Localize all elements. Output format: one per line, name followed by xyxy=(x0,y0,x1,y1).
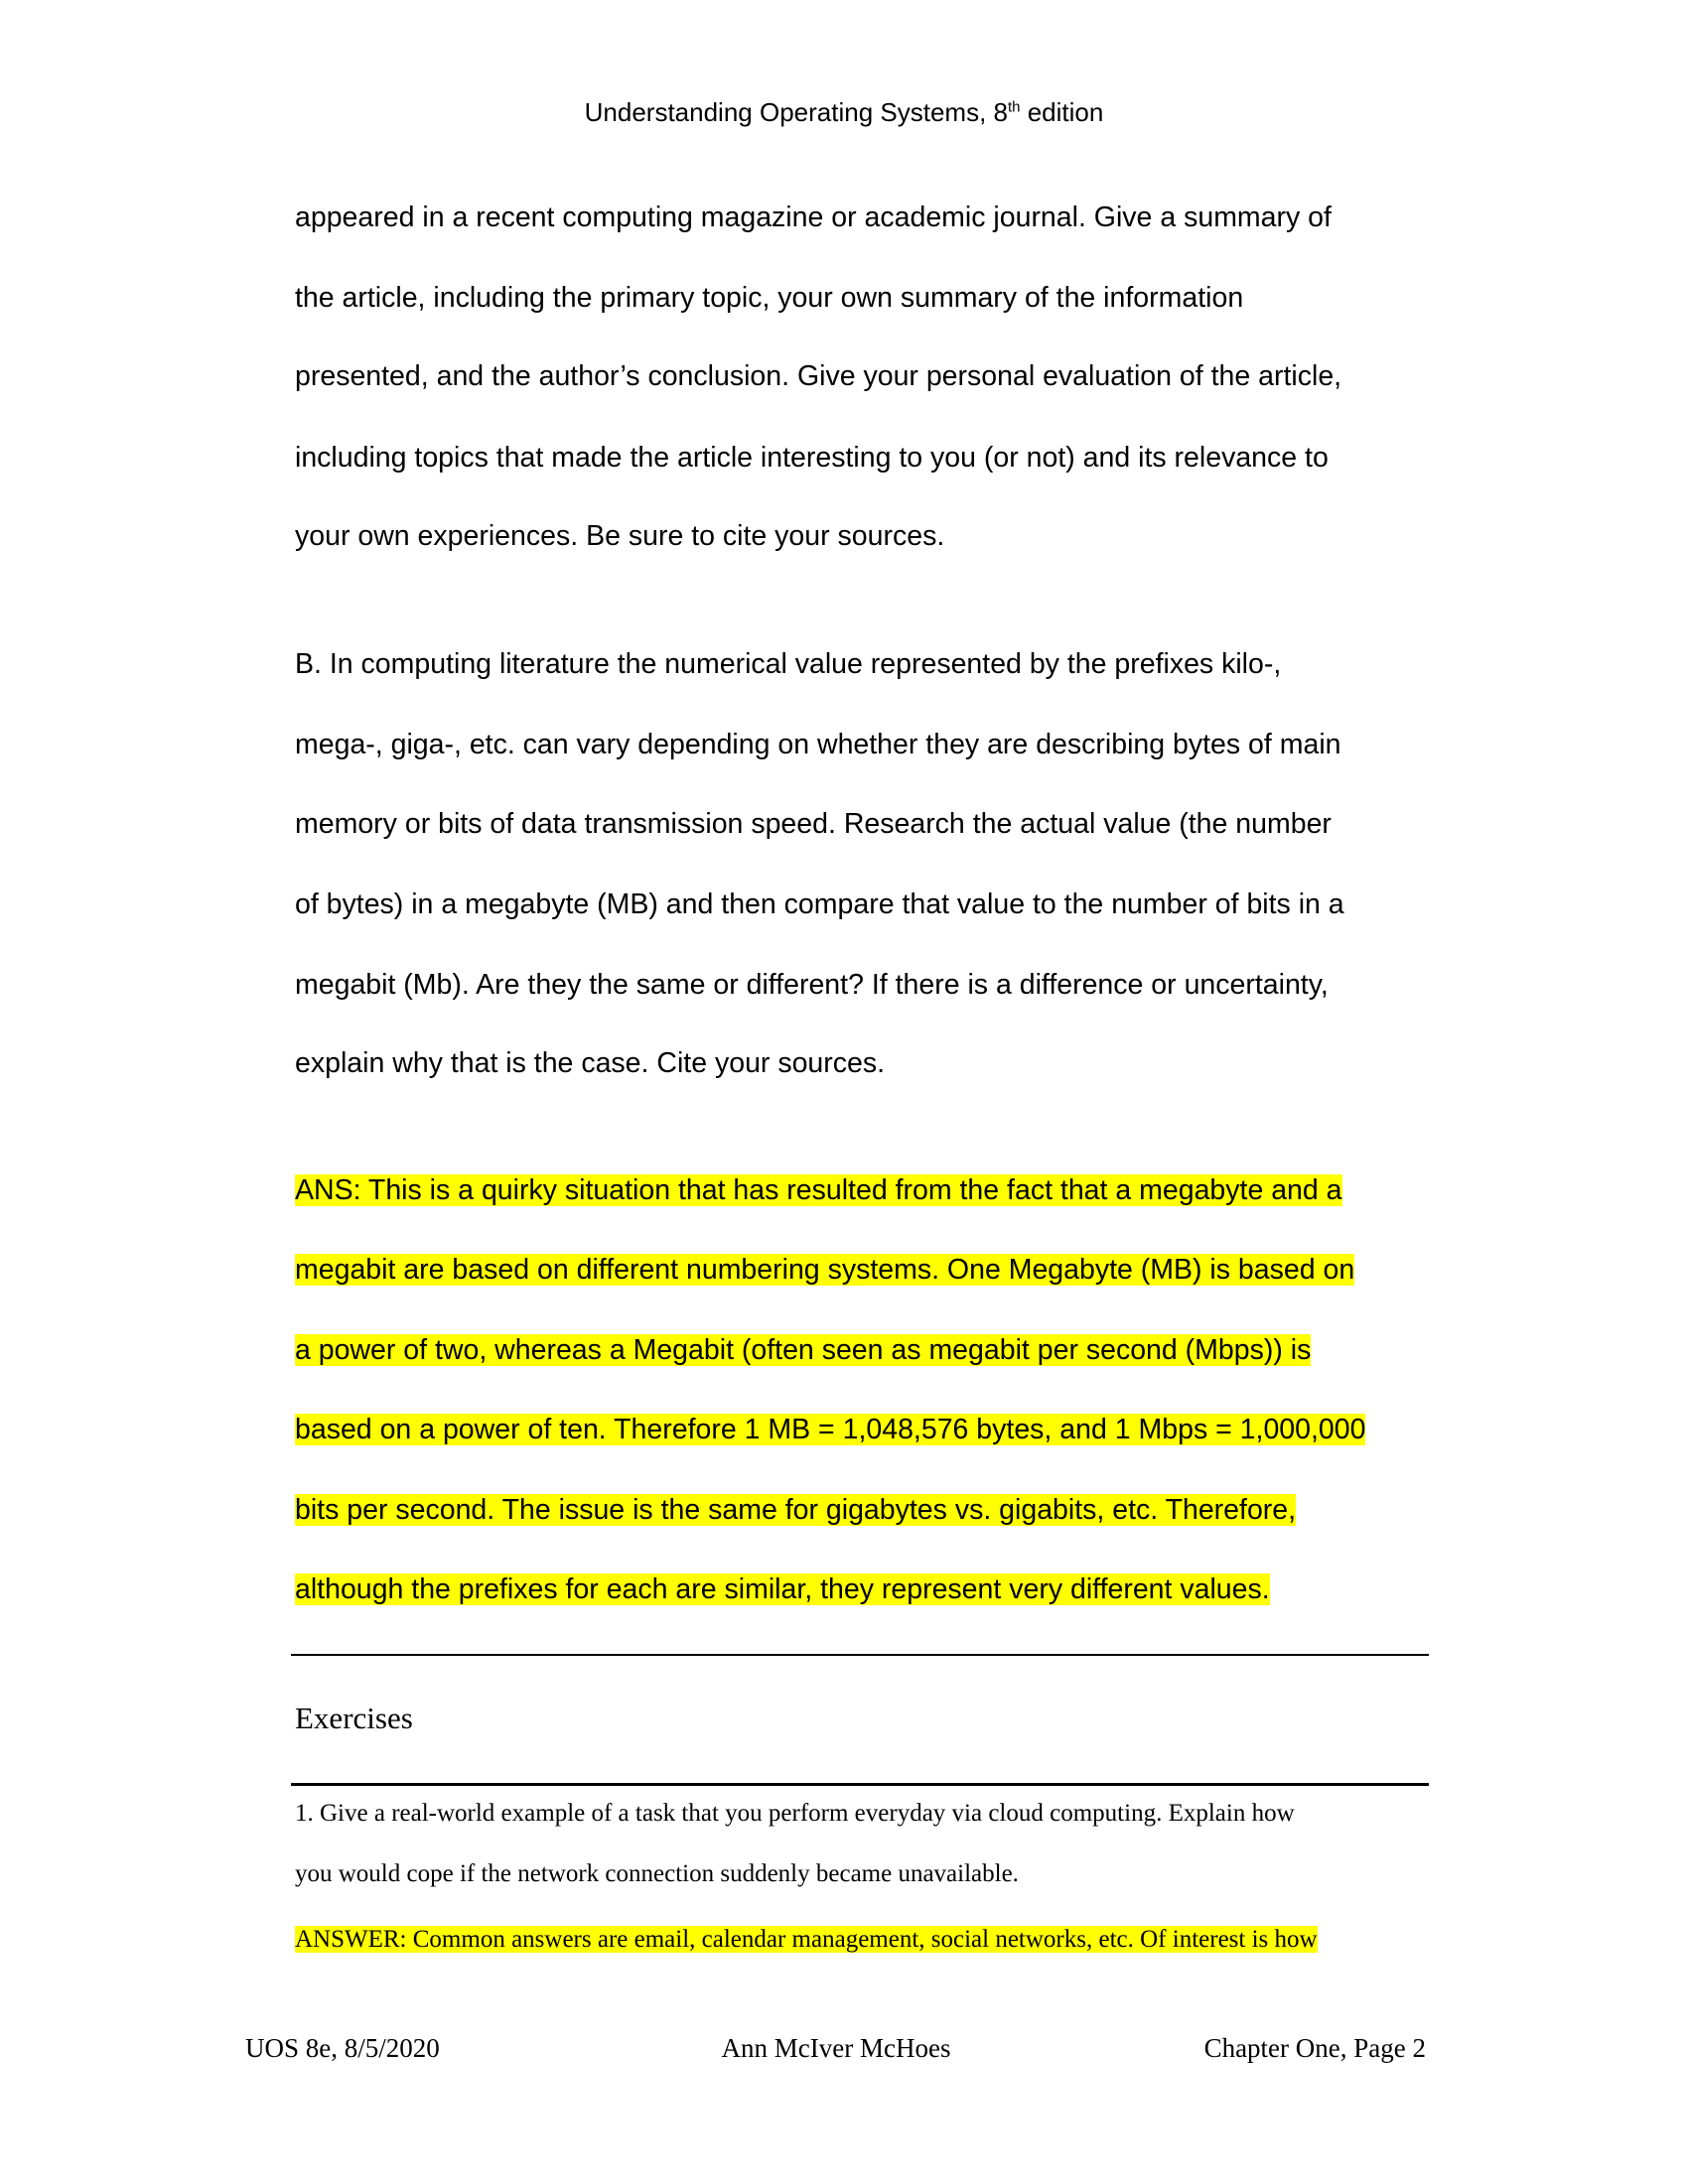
exercise-1-line: 1. Give a real-world example of a task that you perform everyday via cloud computing. Explain how xyxy=(295,1800,1295,1827)
exercise-1-line: you would cope if the network connection suddenly became unavailable. xyxy=(295,1860,1019,1887)
header-title-end: edition xyxy=(1020,97,1104,127)
text-line: mega-, giga-, etc. can vary depending on whether they are describing bytes of main xyxy=(295,729,1341,760)
text-line: B. In computing literature the numerical value represented by the prefixes kilo-, xyxy=(295,648,1282,680)
text-line: your own experiences. Be sure to cite your sources. xyxy=(295,520,945,552)
footer-right: Chapter One, Page 2 xyxy=(1203,2033,1426,2063)
exercises-heading: Exercises xyxy=(295,1701,413,1735)
text-line: of bytes) in a megabyte (MB) and then compare that value to the number of bits in a xyxy=(295,888,1344,920)
highlighted-line: based on a power of ten. Therefore 1 MB = 1,048,576 bytes, and 1 Mbps = 1,000,000 xyxy=(295,1414,1366,1445)
text-line: including topics that made the article interesting to you (or not) and its relevance to xyxy=(295,442,1329,474)
highlighted-line: ANS: This is a quirky situation that has resulted from the fact that a megabyte and a xyxy=(295,1174,1342,1206)
divider xyxy=(291,1783,1429,1786)
text-line: the article, including the primary topic, your own summary of the information xyxy=(295,282,1244,314)
highlighted-line: bits per second. The issue is the same for gigabytes vs. gigabits, etc. Therefore, xyxy=(295,1494,1297,1526)
text-line: megabit (Mb). Are they the same or different? If there is a difference or uncertainty, xyxy=(295,969,1329,1001)
text-line: presented, and the author’s conclusion. Give your personal evaluation of the article, xyxy=(295,360,1342,392)
text-line: appeared in a recent computing magazine or academic journal. Give a summary of xyxy=(295,202,1332,233)
exercise-1-answer: ANSWER: Common answers are email, calendar management, social networks, etc. Of interest is how xyxy=(295,1926,1318,1953)
highlighted-line: megabit are based on different numbering systems. One Megabyte (MB) is based on xyxy=(295,1254,1355,1286)
divider xyxy=(291,1654,1429,1656)
highlighted-line: although the prefixes for each are similar, they represent very different values. xyxy=(295,1573,1270,1605)
page-header xyxy=(0,97,1688,128)
highlighted-line: a power of two, whereas a Megabit (often seen as megabit per second (Mbps)) is xyxy=(295,1334,1312,1366)
footer-center: Ann McIver McHoes xyxy=(721,2033,951,2063)
footer-left: UOS 8e, 8/5/2020 xyxy=(245,2033,440,2063)
text-line: explain why that is the case. Cite your sources. xyxy=(295,1047,886,1079)
header-title: Understanding Operating Systems, 8 xyxy=(584,97,1008,127)
header-sup: th xyxy=(1007,98,1021,116)
text-line: memory or bits of data transmission speed. Research the actual value (the number xyxy=(295,808,1332,840)
